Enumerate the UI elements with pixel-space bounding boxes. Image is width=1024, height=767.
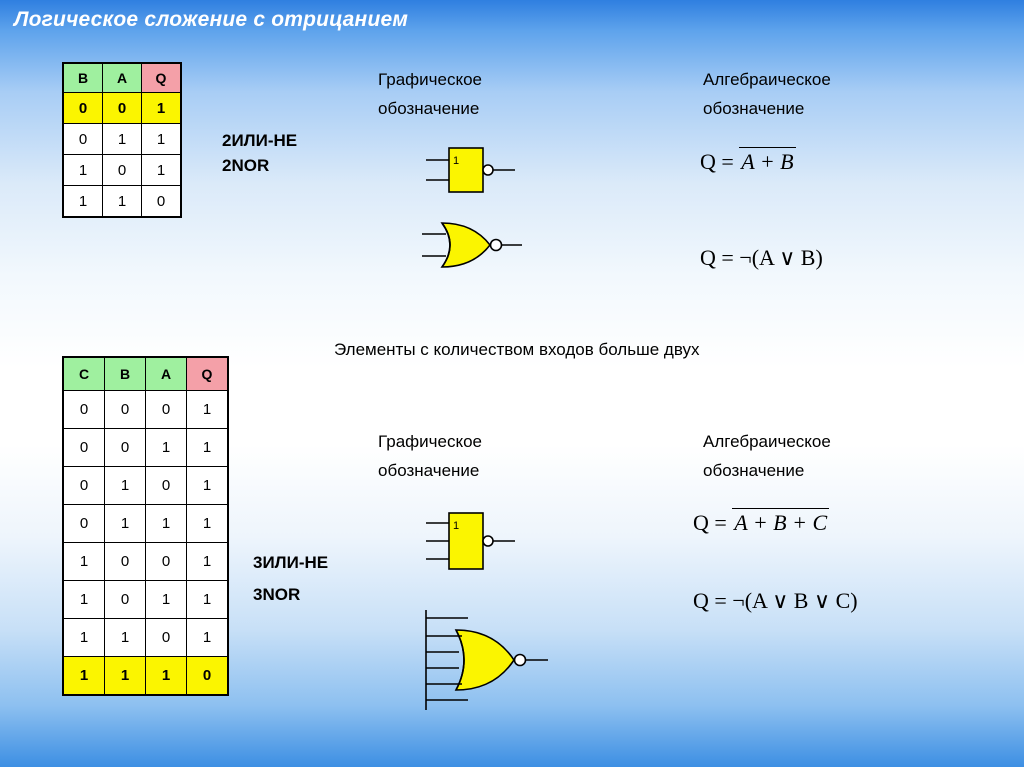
table-cell: 1 — [187, 467, 229, 505]
table-cell: 1 — [103, 186, 142, 218]
middle-note: Элементы с количеством входов больше двух — [334, 340, 700, 359]
table-cell: 1 — [187, 581, 229, 619]
table-cell: 0 — [63, 505, 105, 543]
table-row — [63, 505, 228, 543]
formula-prefix: Q = — [693, 510, 733, 535]
table-row — [63, 186, 181, 218]
formula-2nor-logic: Q = ¬(A ∨ B) — [700, 245, 823, 270]
table-cell: 1 — [63, 619, 105, 657]
table-row — [63, 619, 228, 657]
table-cell: 0 — [105, 429, 146, 467]
table-header-cell: Q — [142, 63, 182, 93]
table-cell: 0 — [63, 391, 105, 429]
table-cell: 0 — [63, 467, 105, 505]
table-cell: 1 — [187, 391, 229, 429]
algebraic-heading-3-line1: Алгебраическое — [703, 432, 831, 451]
table-cell: 1 — [146, 657, 187, 696]
table-cell: 1 — [146, 429, 187, 467]
graphic-heading-2-line2: обозначение — [378, 99, 480, 118]
table-cell: 0 — [105, 543, 146, 581]
table-cell: 0 — [105, 391, 146, 429]
graphic-heading-2-line1: Графическое — [378, 70, 482, 89]
table-cell: 1 — [142, 155, 182, 186]
table-cell: 0 — [105, 581, 146, 619]
table-cell: 1 — [142, 93, 182, 124]
gate-symbol-2nor-distinctive — [418, 215, 548, 285]
truth-table-3nor — [62, 356, 229, 696]
table-header-cell: B — [105, 357, 146, 391]
table-cell: 1 — [63, 155, 103, 186]
graphic-heading-3-line1: Графическое — [378, 432, 482, 451]
table-cell: 1 — [146, 581, 187, 619]
table-cell: 0 — [146, 619, 187, 657]
table-row — [63, 657, 228, 696]
table-cell: 0 — [142, 186, 182, 218]
svg-text:1: 1 — [453, 520, 460, 532]
table-row — [63, 543, 228, 581]
table-header-row — [63, 63, 181, 93]
formula-2nor-overline — [700, 147, 796, 175]
table-header-cell: B — [63, 63, 103, 93]
formula-3nor-overline — [693, 508, 829, 536]
table-cell: 1 — [63, 186, 103, 218]
table-row — [63, 155, 181, 186]
table-cell: 1 — [63, 543, 105, 581]
formula-barred-expression: A + B + C — [734, 510, 828, 535]
table-row — [63, 467, 228, 505]
formula-prefix: Q = — [700, 149, 740, 174]
svg-text:1: 1 — [453, 155, 460, 167]
gate-symbol-2nor-rectangular — [418, 140, 538, 210]
table-cell: 1 — [187, 505, 229, 543]
table-cell: 1 — [105, 467, 146, 505]
graphic-heading-3-line2: обозначение — [378, 461, 480, 480]
table-cell: 0 — [63, 429, 105, 467]
table-cell: 1 — [105, 657, 146, 696]
gate-symbol-3nor-distinctive — [408, 600, 558, 720]
table-header-cell: C — [63, 357, 105, 391]
table-header-cell: Q — [187, 357, 229, 391]
table-row — [63, 124, 181, 155]
table-cell: 1 — [187, 619, 229, 657]
table-row — [63, 391, 228, 429]
table-cell: 0 — [187, 657, 229, 696]
table-cell: 1 — [103, 124, 142, 155]
page-title: Логическое сложение с отрицанием — [14, 8, 409, 31]
table-header-cell: A — [103, 63, 142, 93]
table-cell: 1 — [63, 581, 105, 619]
table-cell: 1 — [146, 505, 187, 543]
table-row — [63, 581, 228, 619]
formula-barred-expression: A + B — [741, 149, 794, 174]
table-cell: 0 — [146, 543, 187, 581]
table-cell: 0 — [146, 391, 187, 429]
table-cell: 0 — [103, 155, 142, 186]
table-cell: 0 — [146, 467, 187, 505]
table-cell: 1 — [187, 543, 229, 581]
table-header-cell: A — [146, 357, 187, 391]
table-cell: 1 — [63, 657, 105, 696]
table-cell: 1 — [142, 124, 182, 155]
table-row — [63, 429, 228, 467]
algebraic-heading-2-line2: обозначение — [703, 99, 805, 118]
table-cell: 1 — [187, 429, 229, 467]
table-cell: 1 — [105, 505, 146, 543]
gate-label-2nor-ru: 2ИЛИ-НЕ — [222, 131, 298, 150]
gate-symbol-3nor-rectangular — [418, 505, 538, 585]
gate-label-2nor-en: 2NOR — [222, 156, 270, 175]
table-row — [63, 93, 181, 124]
algebraic-heading-2-line1: Алгебраическое — [703, 70, 831, 89]
formula-3nor-logic: Q = ¬(A ∨ B ∨ C) — [693, 588, 858, 613]
gate-label-3nor-en: 3NOR — [253, 585, 301, 604]
truth-table-2nor — [62, 62, 182, 218]
gate-label-3nor-ru: 3ИЛИ-НЕ — [253, 553, 329, 572]
table-header-row — [63, 357, 228, 391]
table-cell: 0 — [103, 93, 142, 124]
table-cell: 1 — [105, 619, 146, 657]
table-cell: 0 — [63, 124, 103, 155]
algebraic-heading-3-line2: обозначение — [703, 461, 805, 480]
table-cell: 0 — [63, 93, 103, 124]
